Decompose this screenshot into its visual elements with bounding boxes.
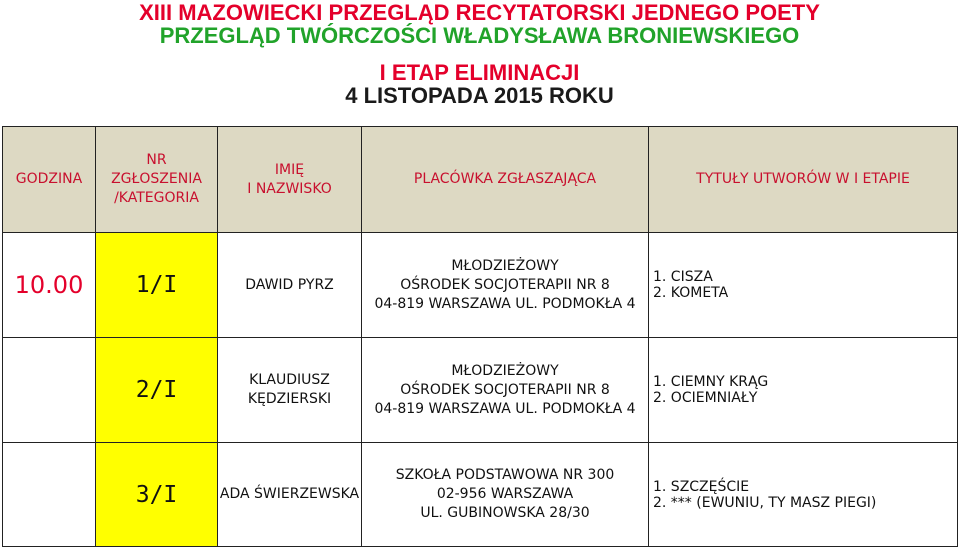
schedule-table [2, 126, 958, 547]
cell-code: 1/I [96, 233, 218, 338]
cell-name: ADA ŚWIERZEWSKA [218, 443, 362, 547]
table-header-row [3, 127, 958, 233]
table-row [3, 338, 958, 443]
col-header-code: NR ZGŁOSZENIA /KATEGORIA [96, 127, 218, 233]
cell-code: 3/I [96, 443, 218, 547]
col-header-institution: PLACÓWKA ZGŁASZAJĄCA [362, 127, 649, 233]
cell-time [3, 338, 96, 443]
cell-titles: 1. CISZA 2. KOMETA [649, 233, 958, 338]
cell-titles: 1. SZCZĘŚCIE 2. *** (EWUNIU, TY MASZ PIEGI) [649, 443, 958, 547]
cell-code: 2/I [96, 338, 218, 443]
cell-titles: 1. CIEMNY KRĄG 2. OCIEMNIAŁY [649, 338, 958, 443]
stage-title: I ETAP ELIMINACJI [379, 60, 580, 85]
cell-institution: MŁODZIEŻOWY OŚRODEK SOCJOTERAPII NR 8 04-819 WARSZAWA UL. PODMOKŁA 4 [362, 233, 649, 338]
table-row [3, 233, 958, 338]
col-header-time: GODZINA [3, 127, 96, 233]
table-row [3, 443, 958, 547]
col-header-titles: TYTUŁY UTWORÓW W I ETAPIE [649, 127, 958, 233]
cell-name: DAWID PYRZ [218, 233, 362, 338]
event-date: 4 LISTOPADA 2015 ROKU [345, 83, 614, 108]
contest-title: XIII MAZOWIECKI PRZEGLĄD RECYTATORSKI JEDNEGO POETY [139, 0, 820, 25]
cell-institution: SZKOŁA PODSTAWOWA NR 300 02-956 WARSZAWA UL. GUBINOWSKA 28/30 [362, 443, 649, 547]
cell-institution: MŁODZIEŻOWY OŚRODEK SOCJOTERAPII NR 8 04-819 WARSZAWA UL. PODMOKŁA 4 [362, 338, 649, 443]
cell-time [3, 443, 96, 547]
cell-time: 10.00 [3, 233, 96, 338]
contest-subtitle: PRZEGLĄD TWÓRCZOŚCI WŁADYSŁAWA BRONIEWSKIEGO [159, 23, 800, 48]
cell-name: KLAUDIUSZ KĘDZIERSKI [218, 338, 362, 443]
col-header-name: IMIĘ I NAZWISKO [218, 127, 362, 233]
